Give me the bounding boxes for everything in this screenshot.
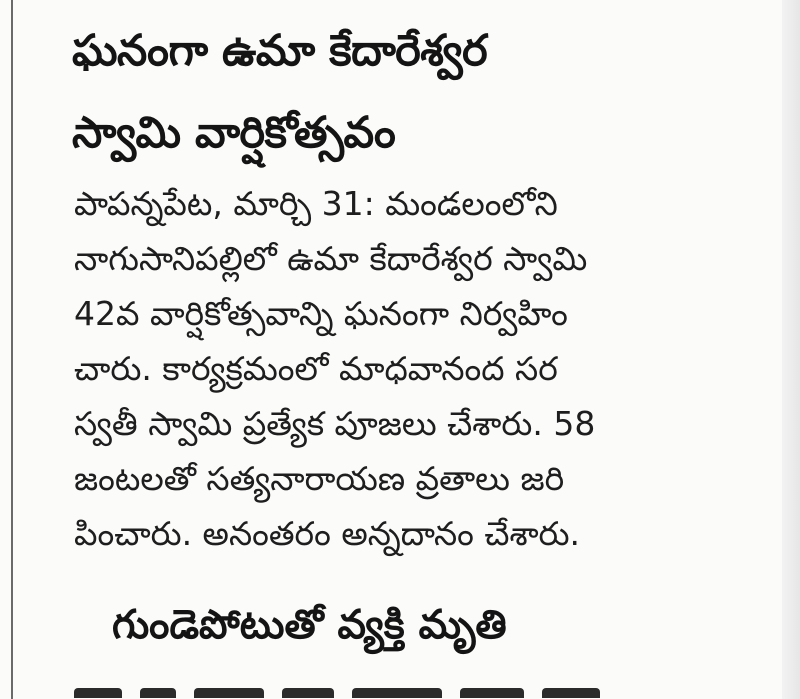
- body-line-3: 42వ వార్షికోత్సవాన్ని ఘనంగా నిర్వహిం: [74, 294, 568, 333]
- page-edge: [782, 0, 800, 699]
- body-line-6: జంటలతో సత్యనారాయణ వ్రతాలు జరి: [74, 459, 565, 498]
- article-headline-line-2: స్వామి వార్షికోత్సవం: [72, 108, 396, 158]
- body-line-1: పాపన్నపేట, మార్చి 31: మండలంలోని: [74, 184, 558, 223]
- cropped-previous-text: [70, 0, 590, 8]
- cropped-next-text: [74, 678, 634, 699]
- article-body: [74, 176, 674, 561]
- next-article-headline: గుండెపోటుతో వ్యక్తి మృతి: [112, 602, 507, 648]
- body-line-2: నాగుసానిపల్లిలో ఉమా కేదారేశ్వర స్వామి: [74, 239, 588, 278]
- body-line-7: పించారు. అనంతరం అన్నదానం చేశారు.: [74, 514, 581, 553]
- body-line-4: చారు. కార్యక్రమంలో మాధవానంద సర: [74, 349, 558, 388]
- body-line-5: స్వతీ స్వామి ప్రత్యేక పూజలు చేశారు. 58: [74, 404, 596, 443]
- article-headline-line-1: ఘనంగా ఉమా కేదారేశ్వర: [72, 26, 488, 76]
- column-border: [11, 0, 13, 699]
